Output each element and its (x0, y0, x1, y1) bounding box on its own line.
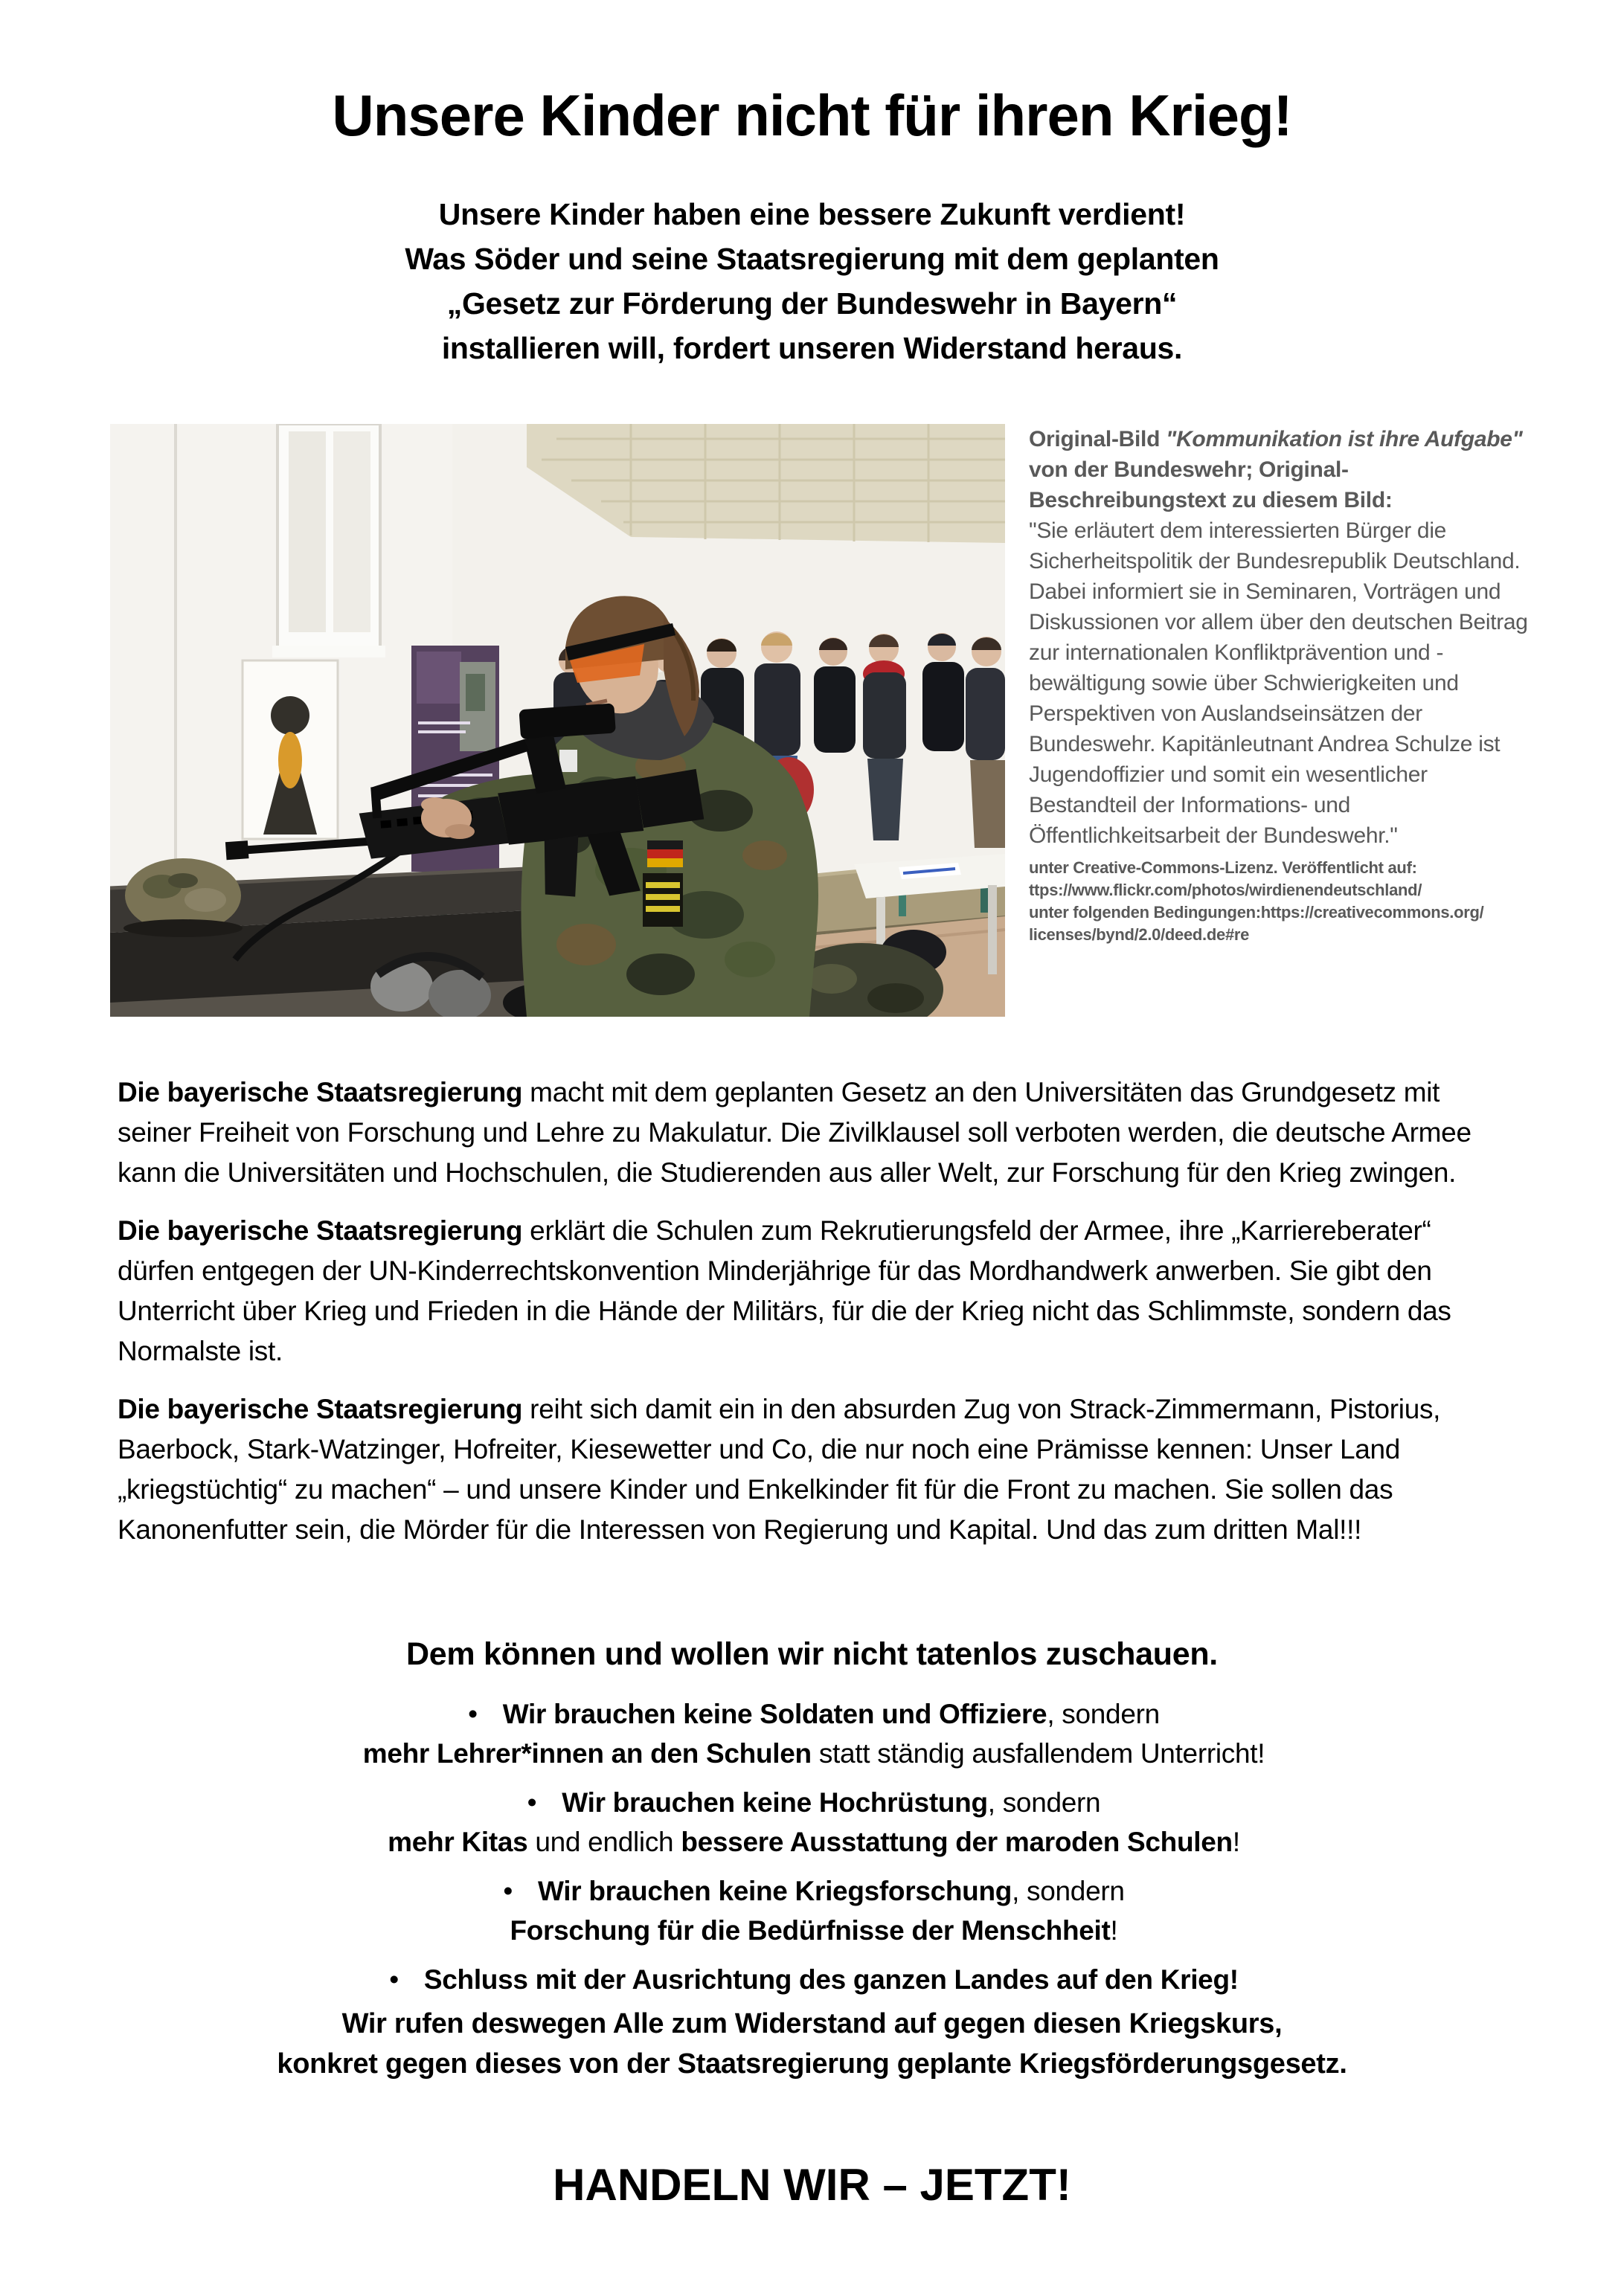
paragraph-3-lead: Die bayerische Staatsregierung (118, 1394, 523, 1424)
classroom-photo (110, 424, 1005, 1017)
bullet-item-3: • Wir brauchen keine Kriegsforschung, sondern Forschung für die Bedürfnisse der Menschheit! (118, 1871, 1510, 1950)
caption-bold-suffix: von der Bundeswehr; Original-Beschreibungstext zu diesem Bild: (1029, 457, 1393, 512)
window (272, 424, 385, 657)
classroom-photo-illustration (110, 424, 1005, 1017)
name-tag (559, 750, 577, 772)
page-subtitle: Unsere Kinder haben eine bessere Zukunft verdient! Was Söder und seine Staatsregierung mit dem geplanten „Gesetz zur Förderung der Bundeswehr in Bayern“ installieren will, fordert unseren Widerstand heraus. (405, 197, 1219, 365)
bullet-icon: • (468, 1699, 478, 1729)
caption-body: "Sie erläutert dem interessierten Bürger die Sicherheitspolitik der Bundesrepublik Deutschland. Dabei informiert sie in Seminaren, Vorträgen und Diskussionen vor allem über den deutschen Beitrag zur internationalen Konfliktprävention und -bewältigung sowie über Schwierigkeiten und Perspektiven von Auslandseinsätzen der Bundeswehr. Kapitänleutnant Andrea Schulze ist Jugendoffizier und somit ein wesentlicher Bestandteil der Informations- und Öffentlichkeitsarbeit der Bundeswehr." (1029, 518, 1528, 848)
paragraph-1 (118, 1073, 1510, 1193)
call-to-action: Wir rufen deswegen Alle zum Widerstand auf gegen diesen Kriegskurs, konkret gegen dieses von der Staatsregierung geplante Kriegsförderungsgesetz. (277, 2008, 1347, 2080)
paragraph-3-rest: reiht sich damit ein in den absurden Zug von Strack-Zimmermann, Pistorius, Baerbock, Stark-Watzinger, Hofreiter, Kiesewetter und Co, die nur noch eine Prämisse kennen: Unser Land „kriegstüchtig“ zu machen“ – und unsere Kinder und Enkelkinder fit für die Front zu machen. Sie sollen das Kanonenfutter sein, die Mörder für die Interessen von Regierung und Kapital. Und das zum dritten Mal!!! (118, 1394, 1441, 1545)
bullet-item-2: • Wir brauchen keine Hochrüstung, sondern mehr Kitas und endlich bessere Ausstattung der maroden Schulen! (118, 1783, 1510, 1862)
bullet-list (118, 1694, 1510, 2009)
paragraph-2-rest: erklärt die Schulen zum Rekrutierungsfeld der Armee, ihre „Karriereberater“ dürfen entgegen der UN-Kinderrechtskonvention Minderjährige für das Mordhandwerk anwerben. Sie gibt den Unterricht über Krieg und Frieden in die Hände der Militärs, für die der Krieg nicht das Schlimmste, sondern das Normalste ist. (118, 1215, 1451, 1366)
bullet-item-1: • Wir brauchen keine Soldaten und Offiziere, sondern mehr Lehrer*innen an den Schulen statt ständig ausfallendem Unterricht! (118, 1694, 1510, 1773)
target-poster (243, 660, 338, 839)
paragraph-1-lead: Die bayerische Staatsregierung (118, 1077, 523, 1107)
caption-bold-prefix: Original-Bild (1029, 427, 1166, 451)
paragraph-3 (118, 1389, 1510, 1550)
flag-patch (647, 840, 683, 867)
caption-quote: "Kommunikation ist ihre Aufgabe" (1166, 427, 1523, 451)
page-title: Unsere Kinder nicht für ihren Krieg! (332, 83, 1292, 148)
body-text (118, 1073, 1510, 1568)
bullet-icon: • (503, 1876, 513, 1906)
final-slogan: HANDELN WIR – JETZT! (553, 2160, 1071, 2210)
helmet (123, 858, 243, 937)
bullet-item-4: • Schluss mit der Ausrichtung des ganzen Landes auf den Krieg! (118, 1960, 1510, 1999)
bullet-icon: • (389, 1964, 399, 1995)
caption-license: unter Creative-Commons-Lizenz. Veröffentlicht auf: ttps://www.flickr.com/photos/wirdienendeutschland/ unter folgenden Bedingungen:https://creativecommons.org/ licenses/bynd/2.0/deed.de#re (1029, 858, 1484, 944)
paragraph-2-lead: Die bayerische Staatsregierung (118, 1215, 523, 1246)
paragraph-1-rest: macht mit dem geplanten Gesetz an den Universitäten das Grundgesetz mit seiner Freiheit von Forschung und Lehre zu Makulatur. Die Zivilklausel soll verboten werden, die deutsche Armee kann die Universitäten und Hochschulen, die Studierenden aus aller Welt, zur Forschung für den Krieg zwingen. (118, 1077, 1471, 1188)
paragraph-2 (118, 1211, 1510, 1372)
bullet-icon: • (527, 1787, 537, 1818)
section-heading: Dem können und wollen wir nicht tatenlos zuschauen. (406, 1636, 1218, 1672)
rank-patch (643, 873, 683, 927)
photo-caption (1029, 424, 1529, 946)
